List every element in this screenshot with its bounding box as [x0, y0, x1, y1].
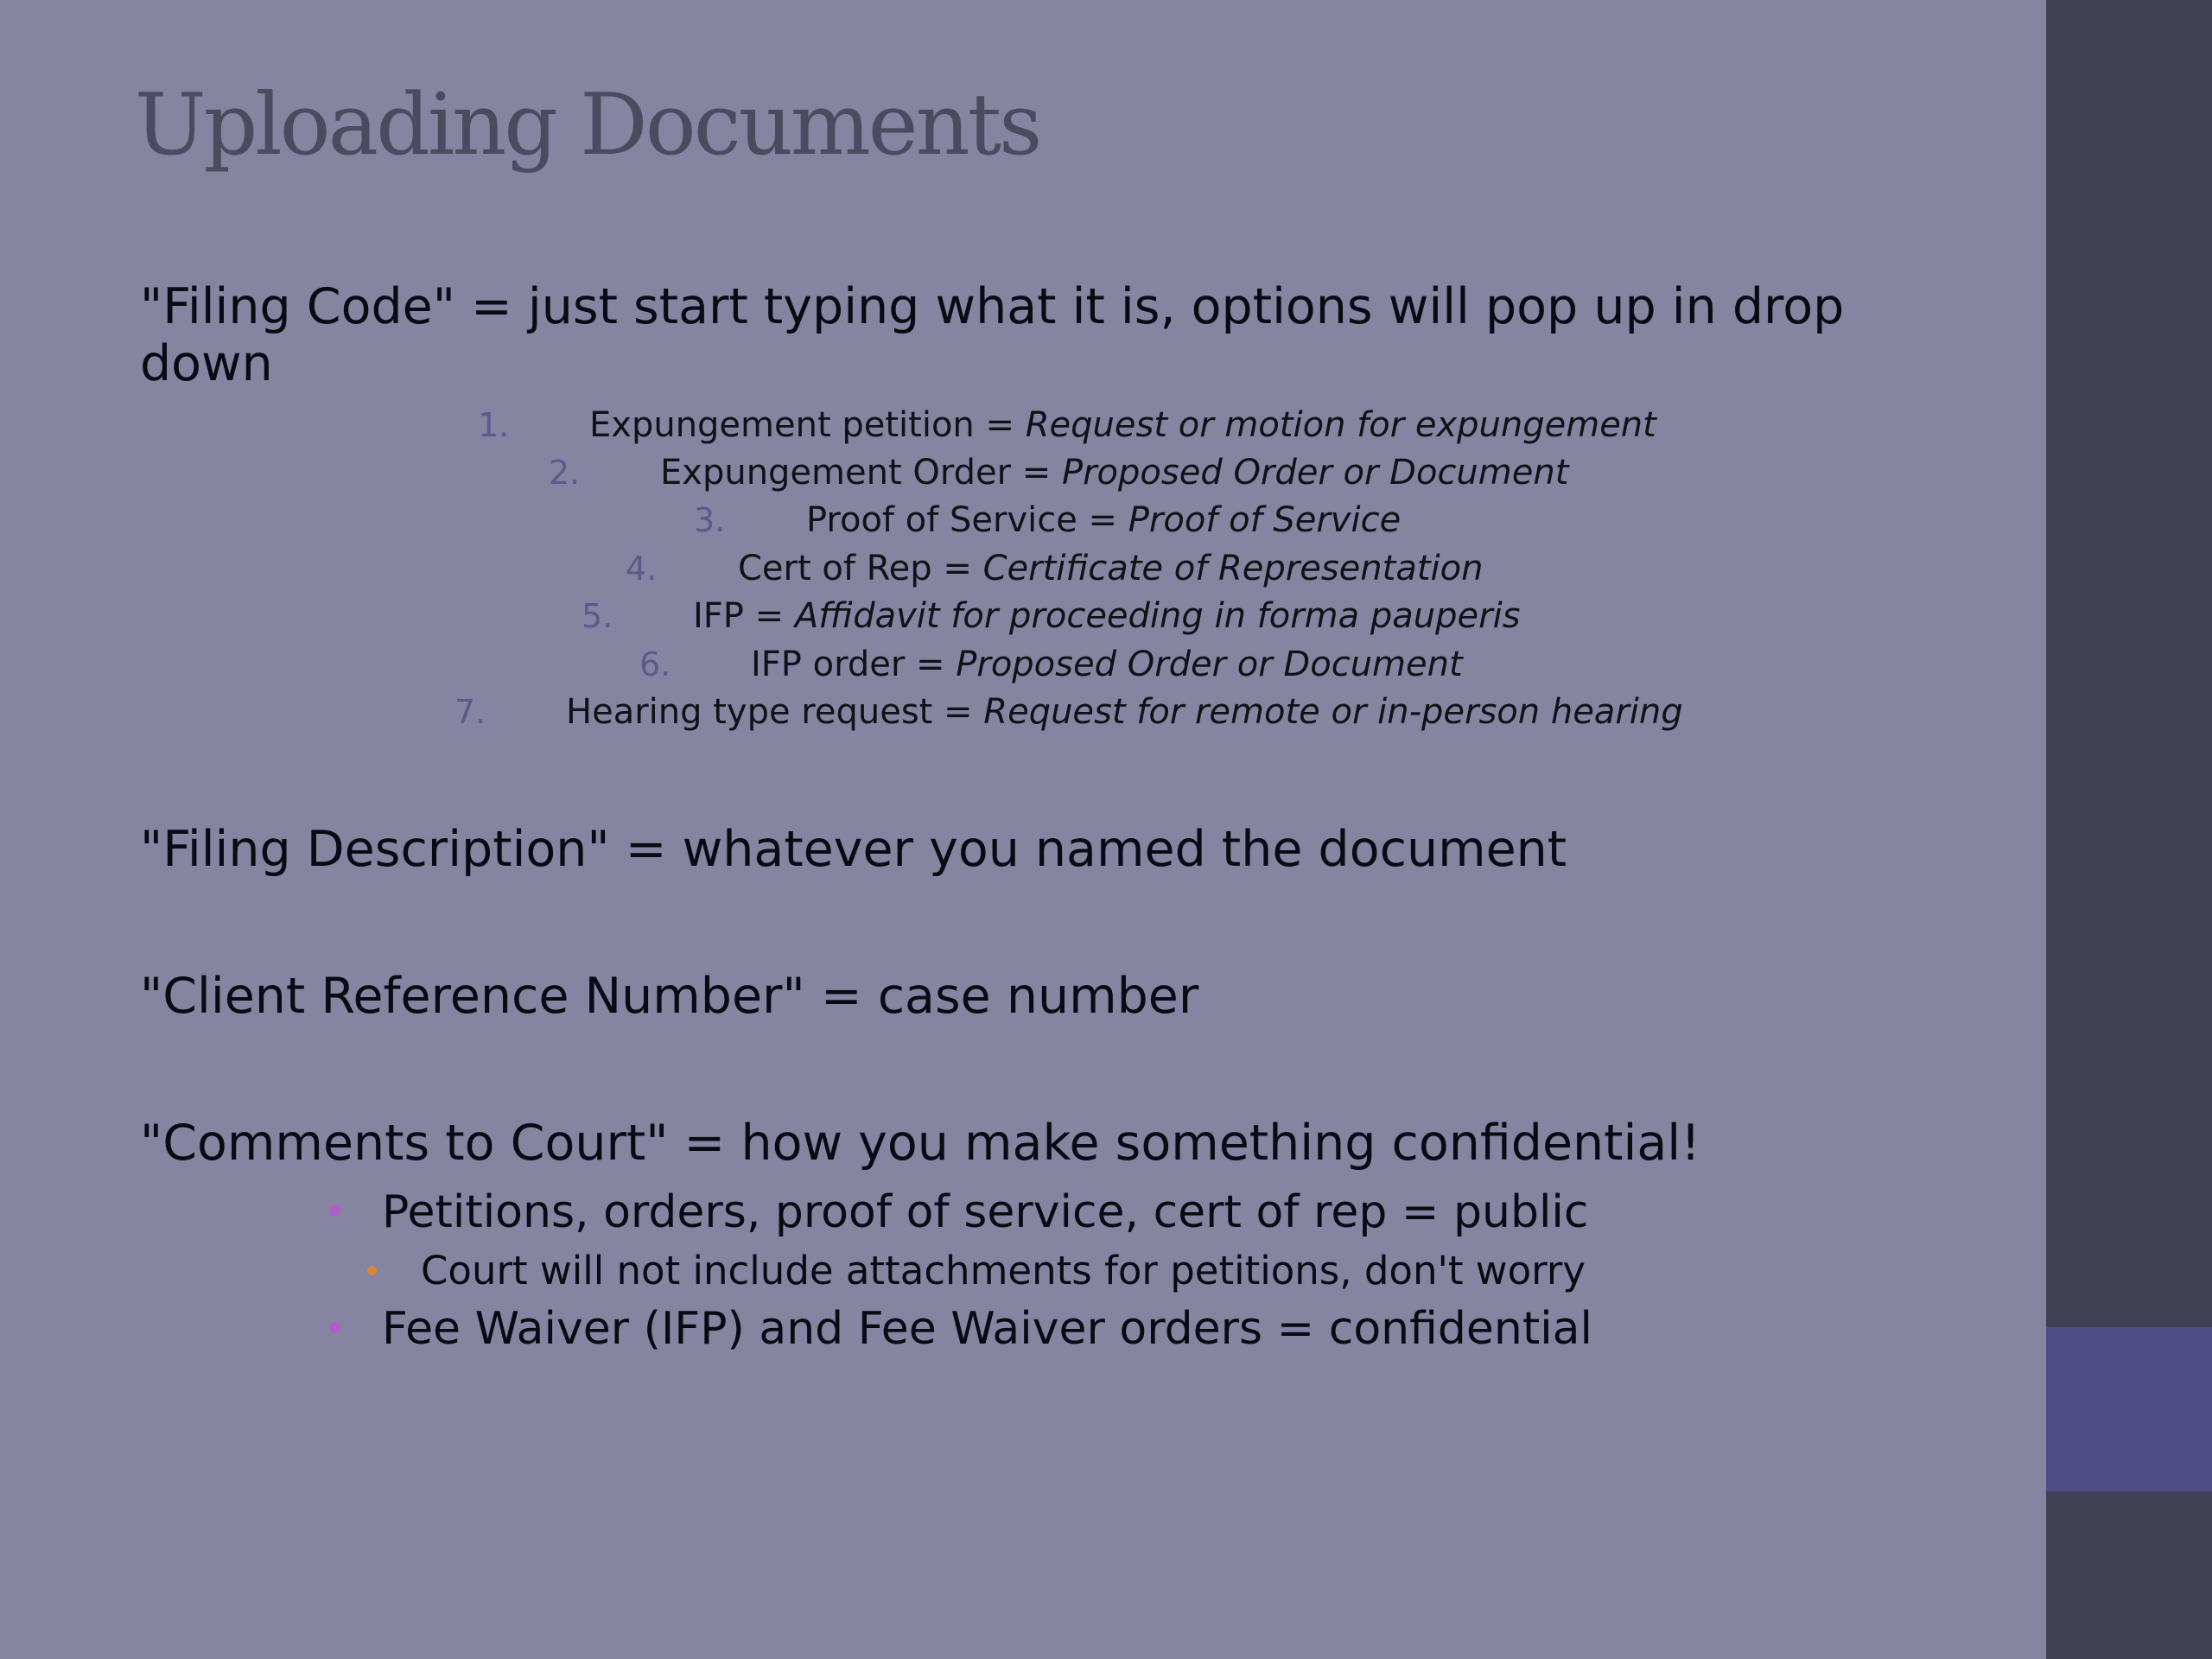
filing-code-value: Proof of Service: [1128, 500, 1402, 540]
filing-code-label: Cert of Rep =: [738, 549, 983, 588]
slide-title: Uploading Documents: [135, 76, 1040, 175]
filing-code-value: Certificate of Representation: [982, 549, 1484, 588]
filing-code-label: Expungement petition =: [589, 405, 1026, 445]
list-number: 6.: [639, 645, 671, 683]
decorative-side-accent: [2046, 1327, 2212, 1491]
filing-code-value: Request or motion for expungement: [1025, 405, 1656, 445]
sub-bullet-dot-icon: [367, 1266, 377, 1275]
filing-code-label: Expungement Order =: [660, 453, 1062, 493]
filing-code-value: Affidavit for proceeding in forma pauperis: [794, 596, 1521, 636]
list-item-text: [751, 640, 1463, 689]
list-number: 2.: [549, 454, 581, 492]
list-item-text: [806, 496, 1401, 544]
filing-code-label: IFP order =: [751, 645, 957, 684]
filing-code-label: Proof of Service =: [806, 500, 1128, 540]
filing-description-paragraph: "Filing Description" = whatever you named the document: [140, 821, 1567, 878]
list-item-text: [660, 448, 1568, 497]
bullet-text: Petitions, orders, proof of service, cert of rep = public: [382, 1186, 1589, 1238]
bullet-dot-icon: [329, 1205, 340, 1217]
list-item-text: [738, 544, 1483, 593]
comments-sub-bullet-item: [421, 1248, 1586, 1294]
list-item-text: [693, 592, 1521, 640]
filing-code-value: Proposed Order or Document: [1061, 453, 1569, 493]
list-item-text: [589, 401, 1656, 449]
list-number: 1.: [478, 406, 510, 444]
client-reference-paragraph: "Client Reference Number" = case number: [140, 968, 1199, 1025]
filing-code-paragraph: "Filing Code" = just start typing what it is, options will pop up in drop down: [140, 278, 1845, 392]
list-number: 5.: [582, 597, 613, 635]
bullet-text: Court will not include attachments for petitions, don't worry: [421, 1248, 1586, 1294]
list-number: 4.: [626, 550, 658, 588]
bullet-text: Fee Waiver (IFP) and Fee Waiver orders = confidential: [382, 1303, 1592, 1355]
bullet-dot-icon: [329, 1322, 340, 1333]
comments-bullet-item: [382, 1303, 1592, 1355]
list-number: 7.: [454, 693, 486, 731]
comments-to-court-paragraph: "Comments to Court" = how you make something confidential!: [140, 1115, 1700, 1172]
comments-bullet-item: [382, 1186, 1588, 1238]
filing-code-value: Proposed Order or Document: [956, 645, 1463, 684]
list-number: 3.: [694, 501, 726, 539]
filing-code-label: Hearing type request =: [566, 692, 984, 732]
list-item-text: [566, 688, 1683, 736]
filing-code-label: IFP =: [693, 596, 795, 636]
filing-code-value: Request for remote or in-person hearing: [983, 692, 1683, 732]
